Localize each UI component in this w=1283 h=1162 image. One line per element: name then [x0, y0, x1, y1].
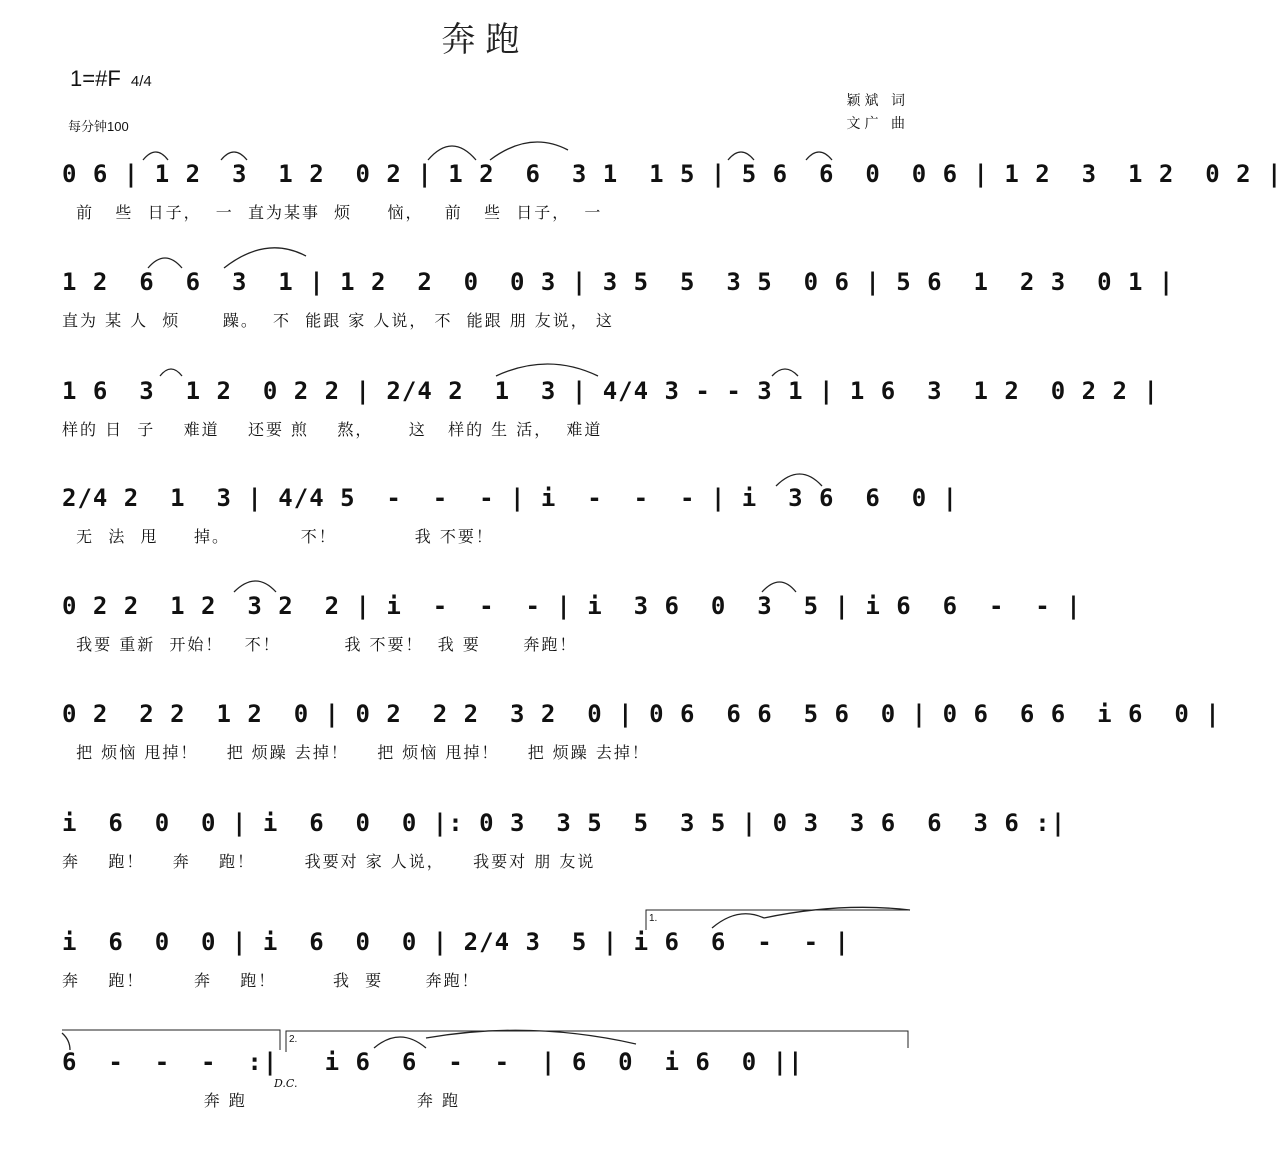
slur: [374, 1037, 426, 1048]
notation-line: 0 2 2 1 2 3 2 2 | i - - - | i 3 6 0 3 5 | i 6 6 - - |: [62, 592, 1082, 620]
lyric-line: 把 烦恼 甩掉！ 把 烦躁 去掉！ 把 烦恼 甩掉！ 把 烦躁 去掉！: [62, 743, 650, 762]
dc-marking: D.C.: [274, 1077, 298, 1090]
slur: [160, 369, 182, 376]
lyric-line: 奔 跑！ 奔 跑！ 我要对 家 人说， 我要对 朋 友说: [62, 852, 596, 871]
notation-line: 1 6 3 1 2 0 2 2 | 2/4 2 1 3 | 4/4 3 - - 3 1 | 1 6 3 1 2 0 2 2 |: [62, 377, 1159, 405]
slur: [772, 369, 798, 376]
lyric-line: 无 法 甩 掉。 不！ 我 不要！: [62, 527, 494, 546]
slur: [143, 152, 168, 160]
lyric-line: 奔 跑 奔 跑: [62, 1091, 460, 1110]
notation-line: 6 - - - :| i 6 6 - - | 6 0 i 6 0 ||: [62, 1048, 804, 1076]
notation-line: i 6 0 0 | i 6 0 0 |: 0 3 3 5 5 3 5 | 0 3 3 6 6 3 6 :|: [62, 809, 1067, 837]
lyric-line: 样的 日 子 难道 还要 煎 熬， 这 样的 生 活， 难道: [62, 420, 603, 439]
notation-line: 0 2 2 2 1 2 0 | 0 2 2 2 3 2 0 | 0 6 6 6 5 6 0 | 0 6 6 6 i 6 0 |: [62, 700, 1221, 728]
volta-bracket-2: [286, 1031, 908, 1052]
lyricist-credit: 颖斌 词: [846, 93, 909, 109]
notation-line: i 6 0 0 | i 6 0 0 | 2/4 3 5 | i 6 6 - - |: [62, 928, 850, 956]
key-label: 1=#F: [70, 66, 121, 91]
slur: [221, 152, 247, 160]
slur: [496, 364, 598, 376]
slur: [712, 914, 764, 928]
slur: [762, 582, 796, 592]
time-signature: 4/4: [130, 73, 152, 90]
slur: [806, 152, 832, 160]
volta-continuation: [62, 1030, 280, 1050]
lyric-line: 前 些 日子， 一 直为某事 烦 恼， 前 些 日子， 一: [62, 203, 603, 222]
slur: [776, 474, 822, 486]
volta-bracket-1: [646, 910, 910, 930]
volta-2-label: 2.: [289, 1034, 298, 1045]
slur: [234, 581, 276, 592]
notation-line: 2/4 2 1 3 | 4/4 5 - - - | i - - - | i 3 6 6 0 |: [62, 484, 959, 512]
lyric-line: 直为 某 人 烦 躁。 不 能跟 家 人说， 不 能跟 朋 友说， 这: [62, 311, 614, 330]
slur: [224, 248, 306, 268]
slur: [428, 146, 476, 160]
lyric-line: 我要 重新 开始！ 不！ 我 不要！ 我 要 奔跑！: [62, 635, 578, 654]
slur: [764, 907, 910, 918]
notation-line: 1 2 6 6 3 1 | 1 2 2 0 0 3 | 3 5 5 3 5 0 6 | 5 6 1 2 3 0 1 |: [62, 268, 1175, 296]
tempo-marking: 每分钟100: [68, 119, 129, 134]
slur: [728, 152, 754, 160]
song-title: 奔跑: [441, 20, 530, 60]
volta-1-label: 1.: [649, 913, 658, 924]
slur: [490, 142, 568, 160]
slur: [62, 1033, 70, 1050]
composer-credit: 文广 曲: [846, 116, 909, 132]
slur: [148, 258, 182, 268]
notation-line: 0 6 | 1 2 3 1 2 0 2 | 1 2 6 3 1 1 5 | 5 6 6 0 0 6 | 1 2 3 1 2 0 2 |: [62, 160, 1283, 188]
lyric-line: 奔 跑！ 奔 跑！ 我 要 奔跑！: [62, 971, 480, 990]
slur: [426, 1030, 636, 1044]
